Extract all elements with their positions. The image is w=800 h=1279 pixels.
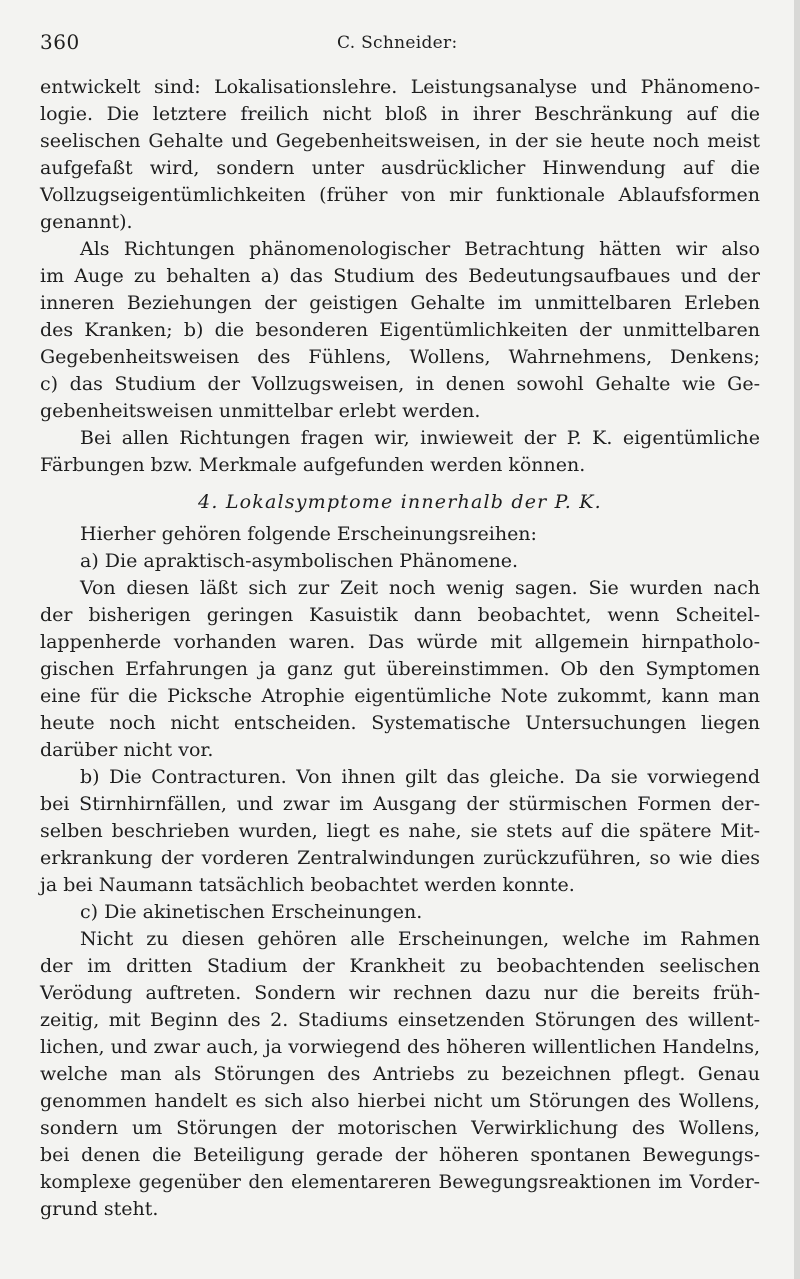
page-number: 360 — [40, 30, 80, 54]
text-line: gischen Erfahrungen ja ganz gut übereinstimmen. Ob den Symptomen — [40, 658, 760, 680]
text-line: genommen handelt es sich also hierbei nicht um Störungen des Wollens, — [40, 1090, 760, 1112]
text-line: der bisherigen geringen Kasuistik dann beobachtet, wenn Scheitel- — [40, 604, 760, 626]
text-line: c) das Studium der Vollzugsweisen, in denen sowohl Gehalte wie Ge- — [40, 373, 760, 395]
text-line: Von diesen läßt sich zur Zeit noch wenig sagen. Sie wurden nach — [80, 577, 760, 599]
text-line: ja bei Naumann tatsächlich beobachtet werden konnte. — [40, 874, 575, 896]
text-line: Bei allen Richtungen fragen wir, inwieweit der P. K. eigentümliche — [80, 427, 760, 449]
text-line: selben beschrieben wurden, liegt es nahe, sie stets auf die spätere Mit- — [40, 820, 760, 842]
text-line: Hierher gehören folgende Erscheinungsreihen: — [80, 523, 537, 545]
body-text — [40, 74, 760, 1223]
text-line: Färbungen bzw. Merkmale aufgefunden werden können. — [40, 454, 586, 476]
text-line: entwickelt sind: Lokalisationslehre. Leistungsanalyse und Phänomeno- — [40, 76, 760, 98]
running-head: C. Schneider: — [337, 33, 458, 53]
text-line: welche man als Störungen des Antriebs zu bezeichnen pflegt. Genau — [40, 1063, 760, 1085]
text-line: bei denen die Beteiligung gerade der höheren spontanen Bewegungs- — [40, 1144, 760, 1166]
text-line: Verödung auftreten. Sondern wir rechnen dazu nur die bereits früh- — [40, 982, 760, 1004]
text-line: erkrankung der vorderen Zentralwindungen zurückzuführen, so wie dies — [40, 847, 760, 869]
text-line: gebenheitsweisen unmittelbar erlebt werden. — [40, 400, 481, 422]
text-line: des Kranken; b) die besonderen Eigentümlichkeiten der unmittelbaren — [40, 319, 760, 341]
text-line: heute noch nicht entscheiden. Systematische Untersuchungen liegen — [40, 712, 760, 734]
text-line: Als Richtungen phänomenologischer Betrachtung hätten wir also — [80, 238, 760, 260]
text-line: sondern um Störungen der motorischen Verwirklichung des Wollens, — [40, 1117, 760, 1139]
section-heading: 4. Lokalsymptome innerhalb der P. K. — [198, 491, 602, 513]
text-line: lichen, und zwar auch, ja vorwiegend des höheren willentlichen Handelns, — [40, 1036, 760, 1058]
text-line: komplexe gegenüber den elementareren Bewegungsreaktionen im Vorder- — [40, 1172, 760, 1193]
text-line: lappenherde vorhanden waren. Das würde mit allgemein hirnpatholo- — [40, 631, 760, 653]
text-line: darüber nicht vor. — [40, 739, 214, 761]
page-header — [40, 30, 760, 60]
text-line: im Auge zu behalten a) das Studium des Bedeutungsaufbaues und der — [40, 265, 760, 287]
text-line: zeitig, mit Beginn des 2. Stadiums einsetzenden Störungen des willent- — [40, 1009, 760, 1031]
text-line: eine für die Picksche Atrophie eigentümliche Note zukommt, kann man — [40, 685, 760, 707]
text-line: bei Stirnhirnfällen, und zwar im Ausgang der stürmischen Formen der- — [40, 793, 760, 815]
text-line: Gegebenheitsweisen des Fühlens, Wollens, Wahrnehmens, Denkens; — [40, 346, 760, 368]
text-line: Vollzugseigentümlichkeiten (früher von mir funktionale Ablaufsformen — [40, 184, 760, 206]
text-line: inneren Beziehungen der geistigen Gehalte im unmittelbaren Erleben — [40, 292, 760, 314]
text-line: seelischen Gehalte und Gegebenheitsweisen, in der sie heute noch meist — [40, 130, 760, 152]
text-line: Nicht zu diesen gehören alle Erscheinungen, welche im Rahmen — [80, 928, 760, 950]
text-line: a) Die apraktisch-asymbolischen Phänomene. — [80, 550, 519, 572]
page-edge-shadow — [794, 0, 800, 1279]
text-line: b) Die Contracturen. Von ihnen gilt das gleiche. Da sie vorwiegend — [80, 766, 760, 788]
text-line: aufgefaßt wird, sondern unter ausdrücklicher Hinwendung auf die — [40, 157, 760, 179]
text-line: der im dritten Stadium der Krankheit zu beobachtenden seelischen — [40, 955, 760, 977]
text-line: grund steht. — [40, 1198, 159, 1220]
text-line: logie. Die letztere freilich nicht bloß in ihrer Beschränkung auf die — [40, 103, 760, 125]
text-line: genannt). — [40, 211, 133, 233]
text-line: c) Die akinetischen Erscheinungen. — [80, 901, 423, 923]
